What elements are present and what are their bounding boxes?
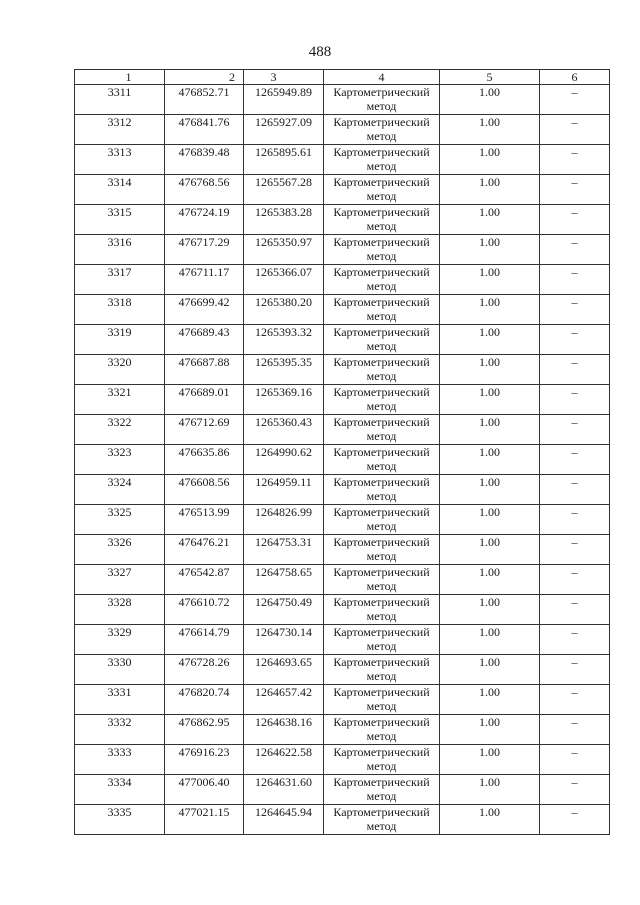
method-cell <box>324 595 440 625</box>
y-coordinate: 1265380.20 <box>244 295 324 325</box>
x-coordinate: 476839.48 <box>165 145 244 175</box>
x-coordinate: 476542.87 <box>165 565 244 595</box>
method-cell <box>324 745 440 775</box>
method-line-2: метод <box>366 819 397 833</box>
method-line-2: метод <box>366 399 397 413</box>
method-line-2: метод <box>366 789 397 803</box>
accuracy-value: 1.00 <box>440 85 540 115</box>
method-cell <box>324 85 440 115</box>
accuracy-value: 1.00 <box>440 445 540 475</box>
method-line-2: метод <box>366 99 397 113</box>
method-cell <box>324 445 440 475</box>
y-coordinate: 1264638.16 <box>244 715 324 745</box>
accuracy-value: 1.00 <box>440 265 540 295</box>
method-cell <box>324 325 440 355</box>
method-line-2: метод <box>366 729 397 743</box>
accuracy-value: 1.00 <box>440 235 540 265</box>
y-coordinate: 1265383.28 <box>244 205 324 235</box>
x-coordinate: 476689.43 <box>165 325 244 355</box>
method-line-2: метод <box>366 489 397 503</box>
point-number: 3315 <box>75 205 165 235</box>
description-value: – <box>540 475 610 505</box>
method-line-1: Картометрический <box>333 775 430 789</box>
y-coordinate: 1265567.28 <box>244 175 324 205</box>
description-value: – <box>540 265 610 295</box>
y-coordinate: 1264645.94 <box>244 805 324 835</box>
y-coordinate: 1265350.97 <box>244 235 324 265</box>
method-line-2: метод <box>366 459 397 473</box>
accuracy-value: 1.00 <box>440 535 540 565</box>
method-cell <box>324 385 440 415</box>
accuracy-value: 1.00 <box>440 325 540 355</box>
accuracy-value: 1.00 <box>440 175 540 205</box>
accuracy-value: 1.00 <box>440 625 540 655</box>
method-line-2: метод <box>366 159 397 173</box>
method-line-2: метод <box>366 669 397 683</box>
accuracy-value: 1.00 <box>440 805 540 835</box>
method-line-1: Картометрический <box>333 745 430 759</box>
point-number: 3323 <box>75 445 165 475</box>
column-header-6: 6 <box>540 70 610 85</box>
accuracy-value: 1.00 <box>440 505 540 535</box>
point-number: 3335 <box>75 805 165 835</box>
description-value: – <box>540 385 610 415</box>
description-value: – <box>540 115 610 145</box>
x-coordinate: 476513.99 <box>165 505 244 535</box>
method-cell <box>324 295 440 325</box>
method-line-2: метод <box>366 339 397 353</box>
method-cell <box>324 685 440 715</box>
description-value: – <box>540 85 610 115</box>
method-cell <box>324 205 440 235</box>
method-line-1: Картометрический <box>333 145 430 159</box>
method-line-2: метод <box>366 579 397 593</box>
method-line-1: Картометрический <box>333 625 430 639</box>
table-row <box>75 805 610 835</box>
description-value: – <box>540 445 610 475</box>
method-line-1: Картометрический <box>333 235 430 249</box>
method-line-1: Картометрический <box>333 85 430 99</box>
method-line-1: Картометрический <box>333 565 430 579</box>
method-line-2: метод <box>366 369 397 383</box>
table-row <box>75 775 610 805</box>
table-row <box>75 205 610 235</box>
table-row <box>75 385 610 415</box>
y-coordinate: 1264826.99 <box>244 505 324 535</box>
table-row <box>75 355 610 385</box>
method-line-1: Картометрический <box>333 655 430 669</box>
description-value: – <box>540 235 610 265</box>
accuracy-value: 1.00 <box>440 595 540 625</box>
column-header-5: 5 <box>440 70 540 85</box>
point-number: 3331 <box>75 685 165 715</box>
method-line-1: Картометрический <box>333 175 430 189</box>
description-value: – <box>540 325 610 355</box>
table-row <box>75 415 610 445</box>
description-value: – <box>540 205 610 235</box>
table-row <box>75 445 610 475</box>
point-number: 3334 <box>75 775 165 805</box>
method-line-1: Картометрический <box>333 115 430 129</box>
method-cell <box>324 115 440 145</box>
method-line-1: Картометрический <box>333 205 430 219</box>
table-row <box>75 115 610 145</box>
method-line-1: Картометрический <box>333 295 430 309</box>
method-line-2: метод <box>366 129 397 143</box>
method-line-1: Картометрический <box>333 355 430 369</box>
column-header-3: 3 <box>244 70 324 85</box>
x-coordinate: 476476.21 <box>165 535 244 565</box>
accuracy-value: 1.00 <box>440 415 540 445</box>
description-value: – <box>540 535 610 565</box>
table-body <box>75 85 610 835</box>
y-coordinate: 1264730.14 <box>244 625 324 655</box>
table-header-row <box>75 70 610 85</box>
point-number: 3329 <box>75 625 165 655</box>
accuracy-value: 1.00 <box>440 745 540 775</box>
method-line-1: Картометрический <box>333 475 430 489</box>
table-row <box>75 625 610 655</box>
x-coordinate: 476768.56 <box>165 175 244 205</box>
y-coordinate: 1264990.62 <box>244 445 324 475</box>
x-coordinate: 476724.19 <box>165 205 244 235</box>
y-coordinate: 1264750.49 <box>244 595 324 625</box>
column-header-2: 2 <box>165 70 244 85</box>
x-coordinate: 477006.40 <box>165 775 244 805</box>
method-cell <box>324 565 440 595</box>
accuracy-value: 1.00 <box>440 565 540 595</box>
y-coordinate: 1265949.89 <box>244 85 324 115</box>
description-value: – <box>540 145 610 175</box>
point-number: 3327 <box>75 565 165 595</box>
description-value: – <box>540 175 610 205</box>
method-cell <box>324 175 440 205</box>
point-number: 3319 <box>75 325 165 355</box>
x-coordinate: 476820.74 <box>165 685 244 715</box>
accuracy-value: 1.00 <box>440 355 540 385</box>
point-number: 3321 <box>75 385 165 415</box>
method-line-2: метод <box>366 429 397 443</box>
method-line-1: Картометрический <box>333 685 430 699</box>
method-cell <box>324 145 440 175</box>
y-coordinate: 1265393.32 <box>244 325 324 355</box>
method-line-1: Картометрический <box>333 325 430 339</box>
accuracy-value: 1.00 <box>440 775 540 805</box>
method-line-1: Картометрический <box>333 805 430 819</box>
x-coordinate: 476728.26 <box>165 655 244 685</box>
method-cell <box>324 655 440 685</box>
method-cell <box>324 775 440 805</box>
method-line-2: метод <box>366 639 397 653</box>
point-number: 3330 <box>75 655 165 685</box>
point-number: 3317 <box>75 265 165 295</box>
x-coordinate: 476687.88 <box>165 355 244 385</box>
x-coordinate: 476610.72 <box>165 595 244 625</box>
description-value: – <box>540 355 610 385</box>
y-coordinate: 1264631.60 <box>244 775 324 805</box>
column-header-1: 1 <box>75 70 165 85</box>
description-value: – <box>540 805 610 835</box>
method-line-1: Картометрический <box>333 445 430 459</box>
point-number: 3324 <box>75 475 165 505</box>
point-number: 3326 <box>75 535 165 565</box>
x-coordinate: 476711.17 <box>165 265 244 295</box>
method-line-1: Картометрический <box>333 715 430 729</box>
method-cell <box>324 505 440 535</box>
method-cell <box>324 805 440 835</box>
method-line-1: Картометрический <box>333 505 430 519</box>
description-value: – <box>540 625 610 655</box>
point-number: 3316 <box>75 235 165 265</box>
method-line-2: метод <box>366 189 397 203</box>
method-cell <box>324 355 440 385</box>
description-value: – <box>540 295 610 325</box>
y-coordinate: 1265369.16 <box>244 385 324 415</box>
method-line-2: метод <box>366 519 397 533</box>
y-coordinate: 1265895.61 <box>244 145 324 175</box>
table-row <box>75 595 610 625</box>
description-value: – <box>540 505 610 535</box>
method-line-1: Картометрический <box>333 265 430 279</box>
accuracy-value: 1.00 <box>440 385 540 415</box>
description-value: – <box>540 775 610 805</box>
accuracy-value: 1.00 <box>440 655 540 685</box>
method-cell <box>324 625 440 655</box>
x-coordinate: 476635.86 <box>165 445 244 475</box>
y-coordinate: 1264959.11 <box>244 475 324 505</box>
description-value: – <box>540 715 610 745</box>
accuracy-value: 1.00 <box>440 205 540 235</box>
point-number: 3312 <box>75 115 165 145</box>
method-line-2: метод <box>366 279 397 293</box>
description-value: – <box>540 655 610 685</box>
method-cell <box>324 715 440 745</box>
method-cell <box>324 535 440 565</box>
x-coordinate: 477021.15 <box>165 805 244 835</box>
method-line-2: метод <box>366 699 397 713</box>
x-coordinate: 476717.29 <box>165 235 244 265</box>
x-coordinate: 476614.79 <box>165 625 244 655</box>
x-coordinate: 476712.69 <box>165 415 244 445</box>
x-coordinate: 476916.23 <box>165 745 244 775</box>
method-line-2: метод <box>366 219 397 233</box>
accuracy-value: 1.00 <box>440 685 540 715</box>
y-coordinate: 1265366.07 <box>244 265 324 295</box>
y-coordinate: 1265360.43 <box>244 415 324 445</box>
x-coordinate: 476852.71 <box>165 85 244 115</box>
method-line-1: Картометрический <box>333 415 430 429</box>
coordinates-table <box>74 69 610 835</box>
table-row <box>75 325 610 355</box>
x-coordinate: 476689.01 <box>165 385 244 415</box>
y-coordinate: 1264753.31 <box>244 535 324 565</box>
table-row <box>75 175 610 205</box>
point-number: 3332 <box>75 715 165 745</box>
point-number: 3311 <box>75 85 165 115</box>
method-cell <box>324 235 440 265</box>
method-line-2: метод <box>366 249 397 263</box>
method-cell <box>324 265 440 295</box>
method-cell <box>324 475 440 505</box>
y-coordinate: 1264622.58 <box>244 745 324 775</box>
method-line-1: Картометрический <box>333 595 430 609</box>
description-value: – <box>540 595 610 625</box>
description-value: – <box>540 745 610 775</box>
table-row <box>75 745 610 775</box>
table-row <box>75 265 610 295</box>
table-row <box>75 235 610 265</box>
table-row <box>75 655 610 685</box>
table-row <box>75 715 610 745</box>
y-coordinate: 1264758.65 <box>244 565 324 595</box>
method-line-2: метод <box>366 549 397 563</box>
table-row <box>75 295 610 325</box>
table-row <box>75 505 610 535</box>
method-line-1: Картометрический <box>333 535 430 549</box>
x-coordinate: 476862.95 <box>165 715 244 745</box>
y-coordinate: 1265927.09 <box>244 115 324 145</box>
accuracy-value: 1.00 <box>440 115 540 145</box>
accuracy-value: 1.00 <box>440 295 540 325</box>
method-line-2: метод <box>366 309 397 323</box>
table-row <box>75 475 610 505</box>
x-coordinate: 476699.42 <box>165 295 244 325</box>
table-row <box>75 685 610 715</box>
column-header-4: 4 <box>324 70 440 85</box>
table-row <box>75 565 610 595</box>
method-line-2: метод <box>366 759 397 773</box>
y-coordinate: 1265395.35 <box>244 355 324 385</box>
accuracy-value: 1.00 <box>440 145 540 175</box>
y-coordinate: 1264657.42 <box>244 685 324 715</box>
y-coordinate: 1264693.65 <box>244 655 324 685</box>
table-row <box>75 535 610 565</box>
point-number: 3313 <box>75 145 165 175</box>
description-value: – <box>540 565 610 595</box>
point-number: 3328 <box>75 595 165 625</box>
point-number: 3314 <box>75 175 165 205</box>
description-value: – <box>540 415 610 445</box>
accuracy-value: 1.00 <box>440 715 540 745</box>
page-number: 488 <box>308 44 332 60</box>
x-coordinate: 476841.76 <box>165 115 244 145</box>
table-row <box>75 145 610 175</box>
point-number: 3322 <box>75 415 165 445</box>
accuracy-value: 1.00 <box>440 475 540 505</box>
method-cell <box>324 415 440 445</box>
point-number: 3325 <box>75 505 165 535</box>
point-number: 3333 <box>75 745 165 775</box>
table-row <box>75 85 610 115</box>
method-line-1: Картометрический <box>333 385 430 399</box>
point-number: 3318 <box>75 295 165 325</box>
point-number: 3320 <box>75 355 165 385</box>
description-value: – <box>540 685 610 715</box>
method-line-2: метод <box>366 609 397 623</box>
x-coordinate: 476608.56 <box>165 475 244 505</box>
